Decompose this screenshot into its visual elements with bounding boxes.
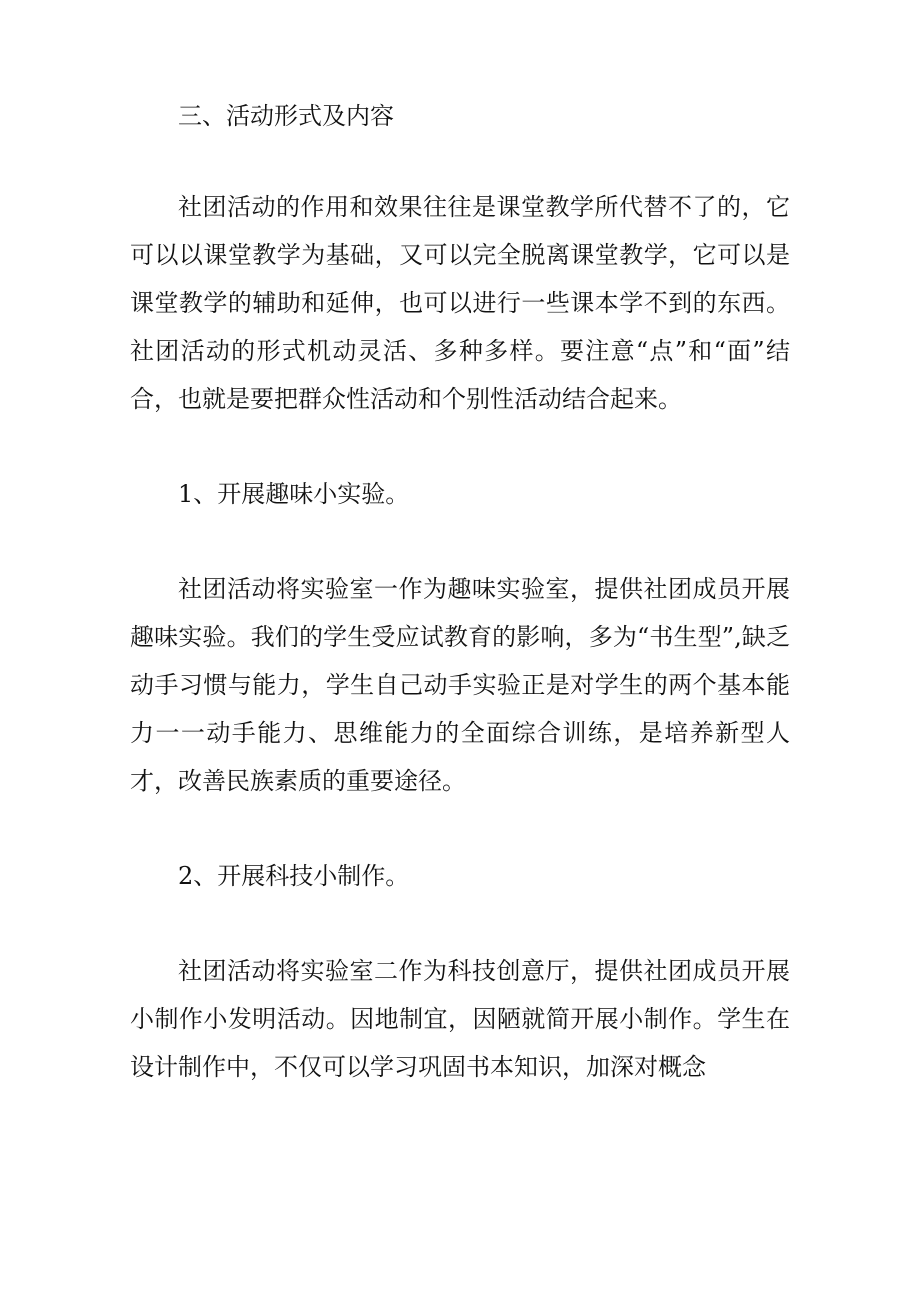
- section-heading: 三、活动形式及内容: [178, 102, 394, 130]
- item2-heading: 2、开展科技小制作。: [178, 862, 410, 890]
- item1-heading: 1、开展趣味小实验。: [178, 480, 410, 508]
- item2-paragraph: 社团活动将实验室二作为科技创意厅，提供社团成员开展小制作小发明活动。因地制宜，因陋就简开展小制作。学生在设计制作中，不仅可以学习巩固书本知识，加深对概念: [130, 957, 790, 1081]
- intro-paragraph: 社团活动的作用和效果往往是课堂教学所代替不了的，它可以以课堂教学为基础，又可以完全脱离课堂教学，它可以是课堂教学的辅助和延伸，也可以进行一些课本学不到的东西。社团活动的形式机动灵活、多种多样。要注意“点”和“面”结合，也就是要把群众性活动和个别性活动结合起来。: [130, 193, 790, 413]
- item1-paragraph: 社团活动将实验室一作为趣味实验室，提供社团成员开展趣味实验。我们的学生受应试教育的影响，多为“书生型”,缺乏动手习惯与能力，学生自己动手实验正是对学生的两个基本能力一一动手能力、思维能力的全面综合训练，是培养新型人才，改善民族素质的重要途径。: [130, 575, 790, 795]
